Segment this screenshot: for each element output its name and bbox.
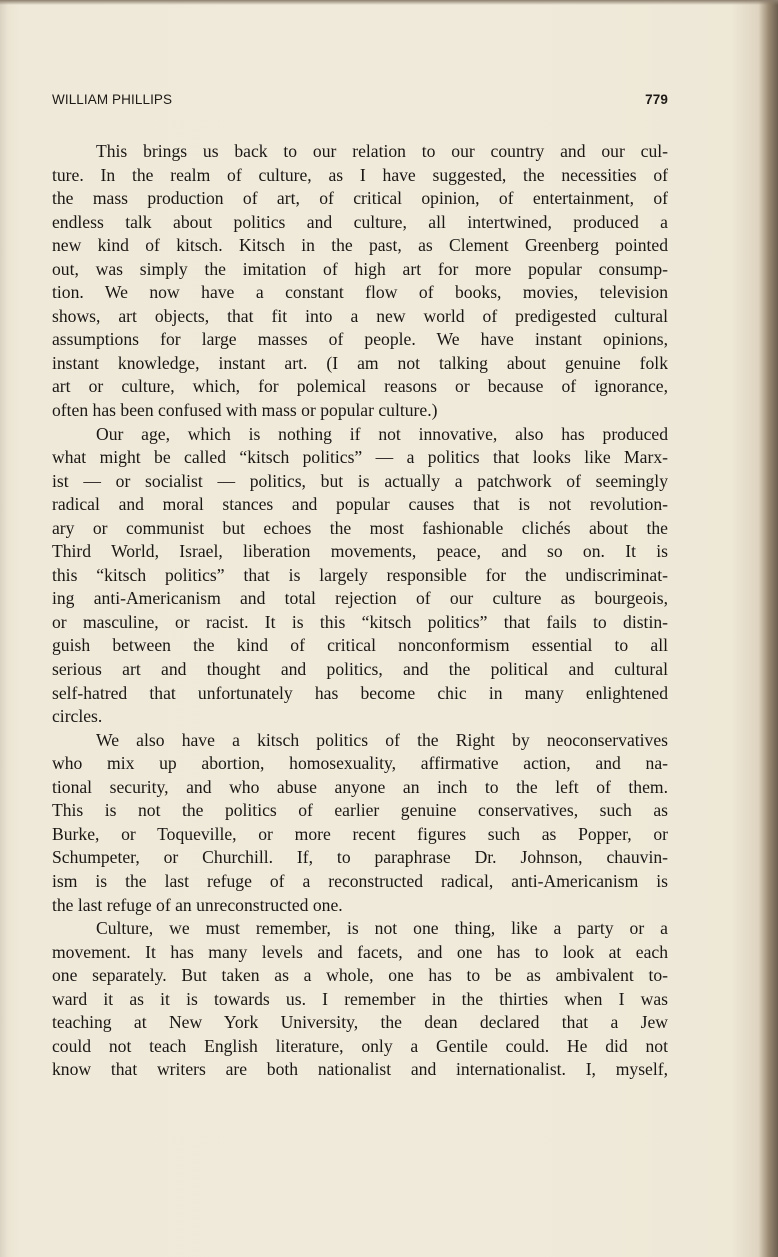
text-line: radical and moral stances and popular causes that is not revolution- [52, 494, 668, 515]
text-line: one separately. But taken as a whole, one has to be as ambivalent to- [52, 965, 668, 986]
text-line: Third World, Israel, liberation movements, peace, and so on. It is [52, 541, 668, 562]
text-line: Our age, which is nothing if not innovative, also has produced [96, 423, 668, 444]
text-line: ward it as it is towards us. I remember in the thirties when I was [52, 988, 668, 1009]
text-line: teaching at New York University, the dean declared that a Jew [52, 1012, 668, 1033]
text-line: new kind of kitsch. Kitsch in the past, as Clement Greenberg pointed [52, 235, 668, 256]
text-line: guish between the kind of critical nonconformism essential to all [52, 635, 668, 656]
body-text [52, 140, 668, 1082]
text-line: know that writers are both nationalist and internationalist. I, myself, [52, 1059, 668, 1080]
text-line: what might be called “kitsch politics” — a politics that looks like Marx- [52, 447, 668, 468]
text-line: This brings us back to our relation to our country and our cul- [96, 141, 668, 161]
text-line: self-hatred that unfortunately has become chic in many enlightened [52, 682, 668, 703]
text-line: Burke, or Toqueville, or more recent figures such as Popper, or [52, 823, 668, 844]
text-line: ture. In the realm of culture, as I have suggested, the necessities of [52, 164, 668, 185]
page-top-shadow [0, 0, 778, 5]
text-line: circles. [52, 706, 103, 727]
text-line: who mix up abortion, homosexuality, affirmative action, and na- [52, 753, 668, 774]
text-line: movement. It has many levels and facets, and one has to look at each [52, 941, 668, 962]
text-line: Culture, we must remember, is not one thing, like a party or a [96, 918, 668, 939]
text-line: Schumpeter, or Churchill. If, to paraphrase Dr. Johnson, chauvin- [52, 847, 668, 868]
running-head-author: WILLIAM PHILLIPS [52, 92, 173, 107]
text-line: this “kitsch politics” that is largely responsible for the undiscriminat- [52, 564, 668, 585]
text-line: the last refuge of an unreconstructed one. [52, 894, 343, 915]
text-line: tional security, and who abuse anyone an inch to the left of them. [52, 776, 668, 797]
text-line: shows, art objects, that fit into a new world of predigested cultural [52, 305, 668, 326]
text-line: out, was simply the imitation of high art for more popular consump- [52, 258, 668, 279]
text-line: the mass production of art, of critical opinion, of entertainment, of [52, 188, 668, 209]
text-line: instant knowledge, instant art. (I am not talking about genuine folk [52, 352, 668, 373]
text-line: This is not the politics of earlier genuine conservatives, such as [52, 800, 668, 821]
text-line: We also have a kitsch politics of the Right by neoconservatives [96, 729, 668, 750]
running-head [52, 92, 668, 110]
text-line: serious art and thought and politics, and the political and cultural [52, 659, 668, 680]
text-line: ism is the last refuge of a reconstructed radical, anti-Americanism is [52, 870, 668, 891]
text-line: often has been confused with mass or popular culture.) [52, 400, 438, 421]
text-line: ary or communist but echoes the most fashionable clichés about the [52, 517, 668, 538]
text-line: ing anti-Americanism and total rejection of our culture as bourgeois, [52, 588, 668, 609]
text-line: or masculine, or racist. It is this “kitsch politics” that fails to distin- [52, 611, 668, 632]
text-line: endless talk about politics and culture, all intertwined, produced a [52, 211, 668, 232]
text-line: assumptions for large masses of people. We have instant opinions, [52, 329, 668, 350]
text-line: could not teach English literature, only a Gentile could. He did not [52, 1035, 668, 1056]
text-line: tion. We now have a constant flow of books, movies, television [52, 282, 668, 303]
text-line: ist — or socialist — politics, but is actually a patchwork of seemingly [52, 470, 668, 491]
text-line: art or culture, which, for polemical reasons or because of ignorance, [52, 376, 668, 397]
page-number: 779 [645, 92, 668, 107]
